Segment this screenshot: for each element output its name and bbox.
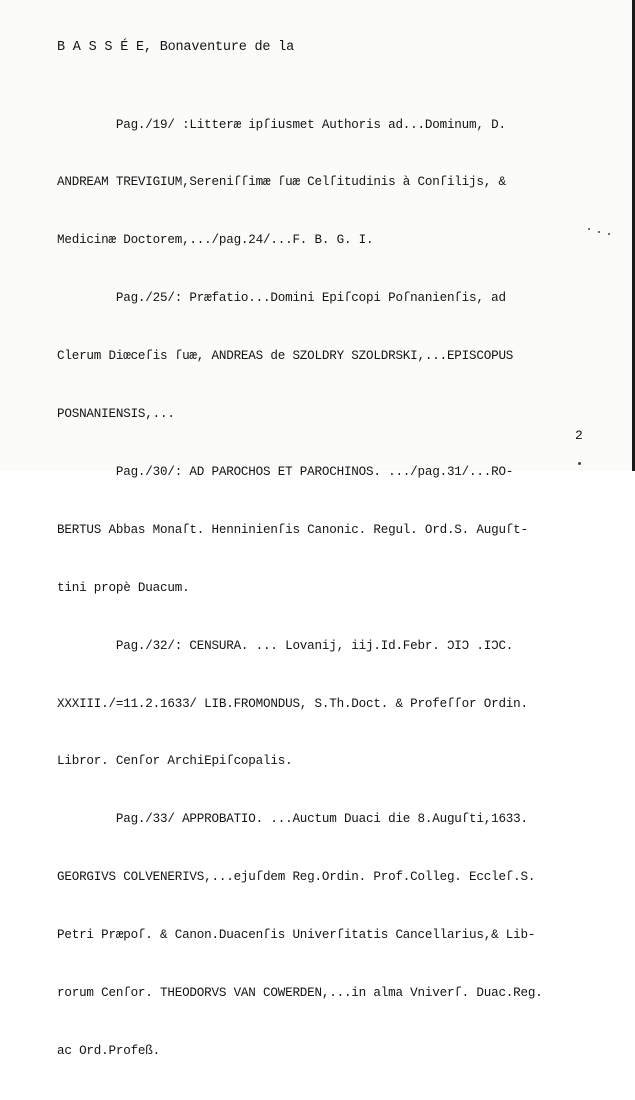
ink-speck bbox=[608, 233, 610, 235]
card-line: BERTUS Abbas Monaſt. Henninienſis Canonic. Regul. Ord.S. Auguſt- bbox=[57, 522, 528, 537]
card-body bbox=[57, 77, 543, 1100]
card-line: XXXIII./=11.2.1633/ LIB.FROMONDUS, S.Th.Doct. & Profeſſor Ordin. bbox=[57, 696, 528, 711]
card-line: GEORGIVS COLVENERIVS,...ejuſdem Reg.Ordin. Prof.Colleg. Eccleſ.S. bbox=[57, 870, 536, 885]
page-number: 2 bbox=[575, 428, 583, 443]
card-line: ANDREAM TREVIGIUM,Sereniſſimæ ſuæ Celſitudinis à Conſilijs, & bbox=[57, 175, 506, 190]
card-line: ac Ord.Profeß. bbox=[57, 1043, 161, 1058]
card-line: Pag./30/: AD PAROCHOS ET PAROCHINOS. .../pag.31/...RO- bbox=[57, 464, 514, 479]
ink-speck bbox=[588, 228, 590, 230]
card-line: Petri Præpoſ. & Canon.Duacenſis Univerſitatis Cancellarius,& Lib- bbox=[57, 928, 536, 943]
card-line: POSNANIENSIS,... bbox=[57, 407, 175, 422]
card-line: Medicinæ Doctorem,.../pag.24/...F. B. G. I. bbox=[57, 233, 374, 248]
card-line: Pag./32/: CENSURA. ... Lovanij, iij.Id.Febr. ƆIƆ .IƆC. bbox=[57, 638, 514, 653]
card-line: Pag./25/: Præfatio...Domini Epiſcopi Poſnanienſis, ad bbox=[57, 291, 506, 306]
card-line: Clerum Diœceſis ſuæ, ANDREAS de SZOLDRY SZOLDRSKI,...EPISCOPUS bbox=[57, 349, 514, 364]
card-line: Libror. Cenſor ArchiEpiſcopalis. bbox=[57, 754, 293, 769]
ink-speck bbox=[598, 231, 600, 233]
ink-speck bbox=[578, 462, 581, 465]
card-line: rorum Cenſor. THEODORVS VAN COWERDEN,...in alma Vniverſ. Duac.Reg. bbox=[57, 985, 543, 1000]
card-line: tini propè Duacum. bbox=[57, 580, 190, 595]
card-line: Pag./33/ APPROBATIO. ...Auctum Duaci die 8.Auguſti,1633. bbox=[57, 812, 528, 827]
card-heading: B A S S É E, Bonaventure de la bbox=[57, 40, 295, 55]
card-line: Pag./19/ :Litteræ ipſiusmet Authoris ad...Dominum, D. bbox=[57, 117, 506, 132]
